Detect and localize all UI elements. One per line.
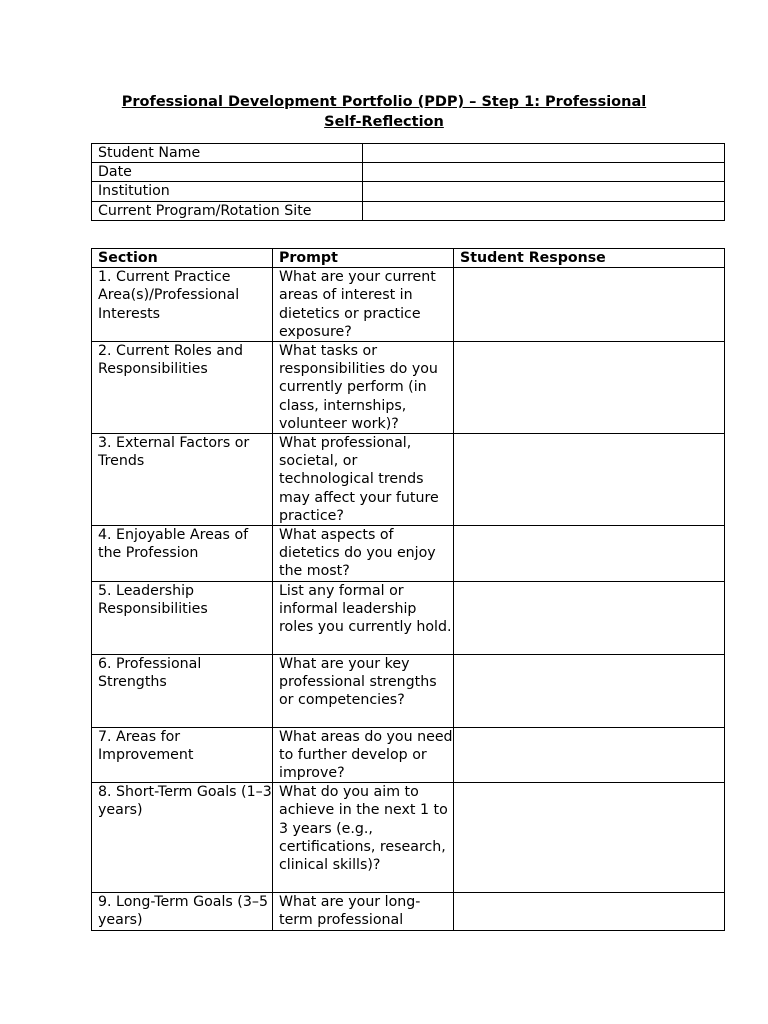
prompt-cell: What are your long-term professional [273, 893, 454, 930]
response-cell[interactable] [454, 727, 725, 783]
column-header-prompt: Prompt [273, 249, 454, 268]
section-cell: 1. Current Practice Area(s)/Professional Interests [92, 268, 273, 342]
section-cell: 2. Current Roles and Responsibilities [92, 342, 273, 434]
response-cell[interactable] [454, 342, 725, 434]
student-name-field[interactable] [363, 144, 725, 163]
reflection-table [91, 248, 725, 931]
info-row-date [92, 163, 725, 182]
response-cell[interactable] [454, 434, 725, 526]
section-cell: 4. Enjoyable Areas of the Profession [92, 526, 273, 582]
prompt-cell: List any formal or informal leadership roles you currently hold. [273, 581, 454, 654]
table-row [92, 581, 725, 654]
column-header-response: Student Response [454, 249, 725, 268]
response-cell[interactable] [454, 268, 725, 342]
table-row [92, 654, 725, 727]
table-row [92, 893, 725, 930]
info-label: Current Program/Rotation Site [92, 201, 363, 220]
section-cell: 9. Long-Term Goals (3–5 years) [92, 893, 273, 930]
table-row [92, 342, 725, 434]
table-row [92, 727, 725, 783]
info-row-institution [92, 182, 725, 201]
section-cell: 7. Areas for Improvement [92, 727, 273, 783]
title-line-1: Professional Development Portfolio (PDP) – Step 1: Professional [121, 94, 647, 110]
prompt-cell: What are your current areas of interest in dietetics or practice exposure? [273, 268, 454, 342]
section-cell: 8. Short-Term Goals (1–3 years) [92, 783, 273, 893]
prompt-cell: What professional, societal, or technological trends may affect your future practice? [273, 434, 454, 526]
section-cell: 3. External Factors or Trends [92, 434, 273, 526]
response-cell[interactable] [454, 654, 725, 727]
document-title [90, 92, 678, 132]
table-header-row [92, 249, 725, 268]
table-row [92, 434, 725, 526]
response-cell[interactable] [454, 581, 725, 654]
response-cell[interactable] [454, 893, 725, 930]
title-line-2: Self-Reflection [324, 114, 444, 130]
info-label: Student Name [92, 144, 363, 163]
date-field[interactable] [363, 163, 725, 182]
column-header-section: Section [92, 249, 273, 268]
table-row [92, 526, 725, 582]
response-cell[interactable] [454, 783, 725, 893]
info-label: Date [92, 163, 363, 182]
section-cell: 6. Professional Strengths [92, 654, 273, 727]
prompt-cell: What tasks or responsibilities do you currently perform (in class, internships, volunteer work)? [273, 342, 454, 434]
student-info-table [91, 143, 725, 221]
table-row [92, 783, 725, 893]
info-label: Institution [92, 182, 363, 201]
response-cell[interactable] [454, 526, 725, 582]
prompt-cell: What are your key professional strengths or competencies? [273, 654, 454, 727]
info-row-student-name [92, 144, 725, 163]
table-row [92, 268, 725, 342]
program-site-field[interactable] [363, 201, 725, 220]
section-cell: 5. Leadership Responsibilities [92, 581, 273, 654]
prompt-cell: What areas do you need to further develop or improve? [273, 727, 454, 783]
info-row-program-site [92, 201, 725, 220]
prompt-cell: What aspects of dietetics do you enjoy the most? [273, 526, 454, 582]
prompt-cell: What do you aim to achieve in the next 1 to 3 years (e.g., certifications, research, clinical skills)? [273, 783, 454, 893]
institution-field[interactable] [363, 182, 725, 201]
